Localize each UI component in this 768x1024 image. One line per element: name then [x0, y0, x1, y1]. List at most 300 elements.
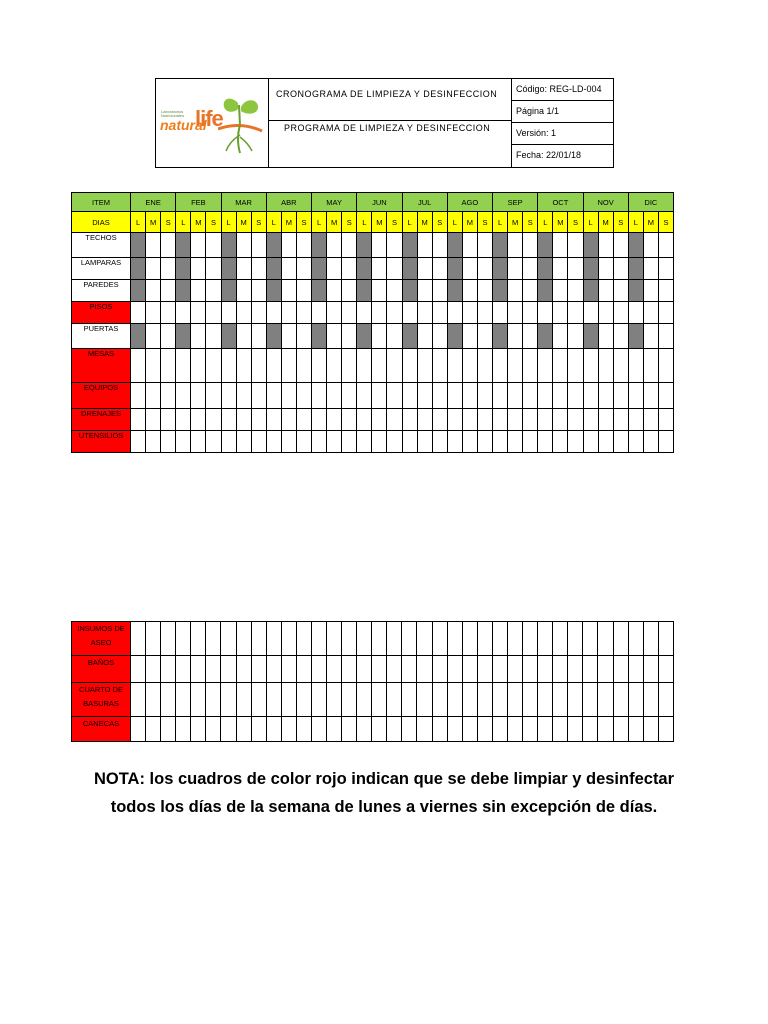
schedule-cell[interactable] [236, 383, 251, 409]
schedule-cell[interactable] [538, 717, 553, 742]
schedule-cell[interactable] [447, 431, 462, 453]
schedule-cell[interactable] [327, 717, 342, 742]
schedule-cell[interactable] [206, 233, 221, 258]
schedule-cell[interactable] [327, 383, 342, 409]
schedule-cell[interactable] [568, 258, 583, 280]
schedule-cell[interactable] [628, 717, 643, 742]
schedule-cell[interactable] [342, 409, 357, 431]
schedule-cell[interactable] [236, 233, 251, 258]
schedule-cell[interactable] [372, 280, 387, 302]
schedule-cell[interactable] [327, 431, 342, 453]
schedule-cell[interactable] [312, 431, 327, 453]
schedule-cell[interactable] [281, 324, 296, 349]
schedule-cell[interactable] [372, 233, 387, 258]
schedule-cell[interactable] [462, 258, 477, 280]
schedule-cell[interactable] [613, 683, 628, 717]
scheduled-cell[interactable] [266, 258, 281, 280]
schedule-cell[interactable] [508, 302, 523, 324]
schedule-cell[interactable] [553, 349, 568, 383]
schedule-cell[interactable] [311, 683, 326, 717]
schedule-cell[interactable] [281, 656, 296, 683]
schedule-cell[interactable] [417, 280, 432, 302]
schedule-cell[interactable] [553, 656, 568, 683]
schedule-cell[interactable] [432, 302, 447, 324]
scheduled-cell[interactable] [131, 280, 146, 302]
schedule-cell[interactable] [161, 324, 176, 349]
schedule-cell[interactable] [357, 383, 372, 409]
schedule-cell[interactable] [553, 409, 568, 431]
schedule-cell[interactable] [342, 233, 357, 258]
schedule-cell[interactable] [492, 383, 507, 409]
schedule-cell[interactable] [462, 324, 477, 349]
schedule-cell[interactable] [583, 302, 598, 324]
schedule-cell[interactable] [432, 280, 447, 302]
schedule-cell[interactable] [598, 656, 613, 683]
schedule-cell[interactable] [508, 258, 523, 280]
schedule-cell[interactable] [417, 258, 432, 280]
schedule-cell[interactable] [583, 409, 598, 431]
schedule-cell[interactable] [658, 324, 673, 349]
schedule-cell[interactable] [266, 717, 281, 742]
schedule-cell[interactable] [598, 431, 613, 453]
schedule-cell[interactable] [206, 383, 221, 409]
schedule-cell[interactable] [553, 233, 568, 258]
schedule-cell[interactable] [613, 302, 628, 324]
schedule-cell[interactable] [417, 383, 432, 409]
schedule-cell[interactable] [296, 431, 311, 453]
schedule-cell[interactable] [161, 683, 176, 717]
scheduled-cell[interactable] [492, 280, 507, 302]
schedule-cell[interactable] [658, 656, 673, 683]
schedule-cell[interactable] [508, 324, 523, 349]
schedule-cell[interactable] [131, 622, 146, 656]
schedule-cell[interactable] [613, 717, 628, 742]
schedule-cell[interactable] [131, 683, 146, 717]
schedule-cell[interactable] [372, 656, 387, 683]
schedule-cell[interactable] [553, 258, 568, 280]
schedule-cell[interactable] [417, 324, 432, 349]
schedule-cell[interactable] [553, 324, 568, 349]
schedule-cell[interactable] [206, 683, 221, 717]
schedule-cell[interactable] [191, 349, 206, 383]
schedule-cell[interactable] [146, 683, 161, 717]
scheduled-cell[interactable] [357, 324, 372, 349]
schedule-cell[interactable] [613, 349, 628, 383]
schedule-cell[interactable] [131, 302, 146, 324]
schedule-cell[interactable] [266, 302, 281, 324]
schedule-cell[interactable] [447, 622, 462, 656]
scheduled-cell[interactable] [402, 233, 417, 258]
schedule-cell[interactable] [417, 233, 432, 258]
schedule-cell[interactable] [387, 324, 402, 349]
scheduled-cell[interactable] [221, 233, 236, 258]
schedule-cell[interactable] [387, 302, 402, 324]
schedule-cell[interactable] [417, 431, 432, 453]
schedule-cell[interactable] [281, 258, 296, 280]
scheduled-cell[interactable] [312, 324, 327, 349]
schedule-cell[interactable] [523, 302, 538, 324]
schedule-cell[interactable] [628, 656, 643, 683]
schedule-cell[interactable] [568, 280, 583, 302]
schedule-cell[interactable] [628, 409, 643, 431]
schedule-cell[interactable] [387, 349, 402, 383]
schedule-cell[interactable] [296, 409, 311, 431]
schedule-cell[interactable] [417, 717, 432, 742]
schedule-cell[interactable] [462, 233, 477, 258]
schedule-cell[interactable] [583, 717, 598, 742]
schedule-cell[interactable] [477, 233, 492, 258]
schedule-cell[interactable] [643, 383, 658, 409]
scheduled-cell[interactable] [176, 280, 191, 302]
schedule-cell[interactable] [477, 656, 492, 683]
schedule-cell[interactable] [206, 280, 221, 302]
schedule-cell[interactable] [507, 656, 522, 683]
schedule-cell[interactable] [417, 656, 432, 683]
schedule-cell[interactable] [176, 622, 191, 656]
schedule-cell[interactable] [327, 409, 342, 431]
scheduled-cell[interactable] [312, 258, 327, 280]
schedule-cell[interactable] [507, 622, 522, 656]
schedule-cell[interactable] [281, 383, 296, 409]
schedule-cell[interactable] [492, 622, 507, 656]
schedule-cell[interactable] [462, 431, 477, 453]
schedule-cell[interactable] [477, 683, 492, 717]
schedule-cell[interactable] [191, 431, 206, 453]
schedule-cell[interactable] [508, 409, 523, 431]
schedule-cell[interactable] [643, 302, 658, 324]
schedule-cell[interactable] [628, 383, 643, 409]
schedule-cell[interactable] [281, 683, 296, 717]
schedule-cell[interactable] [477, 349, 492, 383]
schedule-cell[interactable] [372, 409, 387, 431]
schedule-cell[interactable] [538, 622, 553, 656]
schedule-cell[interactable] [538, 683, 553, 717]
schedule-cell[interactable] [387, 383, 402, 409]
schedule-cell[interactable] [568, 656, 583, 683]
schedule-cell[interactable] [251, 233, 266, 258]
schedule-cell[interactable] [523, 431, 538, 453]
schedule-cell[interactable] [643, 717, 658, 742]
schedule-cell[interactable] [523, 383, 538, 409]
schedule-cell[interactable] [342, 324, 357, 349]
scheduled-cell[interactable] [628, 258, 643, 280]
schedule-cell[interactable] [206, 258, 221, 280]
scheduled-cell[interactable] [357, 258, 372, 280]
schedule-cell[interactable] [281, 622, 296, 656]
schedule-cell[interactable] [161, 409, 176, 431]
schedule-cell[interactable] [176, 656, 191, 683]
schedule-cell[interactable] [508, 431, 523, 453]
schedule-cell[interactable] [523, 683, 538, 717]
schedule-cell[interactable] [251, 622, 266, 656]
scheduled-cell[interactable] [538, 233, 553, 258]
schedule-cell[interactable] [372, 383, 387, 409]
schedule-cell[interactable] [327, 233, 342, 258]
schedule-cell[interactable] [191, 302, 206, 324]
scheduled-cell[interactable] [492, 324, 507, 349]
schedule-cell[interactable] [251, 258, 266, 280]
scheduled-cell[interactable] [312, 280, 327, 302]
schedule-cell[interactable] [447, 683, 462, 717]
schedule-cell[interactable] [161, 717, 176, 742]
schedule-cell[interactable] [357, 683, 372, 717]
schedule-cell[interactable] [643, 409, 658, 431]
schedule-cell[interactable] [658, 258, 673, 280]
schedule-cell[interactable] [372, 324, 387, 349]
schedule-cell[interactable] [598, 383, 613, 409]
scheduled-cell[interactable] [538, 324, 553, 349]
schedule-cell[interactable] [131, 409, 146, 431]
schedule-cell[interactable] [613, 383, 628, 409]
schedule-cell[interactable] [568, 302, 583, 324]
schedule-cell[interactable] [266, 622, 281, 656]
schedule-cell[interactable] [583, 656, 598, 683]
scheduled-cell[interactable] [176, 258, 191, 280]
schedule-cell[interactable] [477, 324, 492, 349]
schedule-cell[interactable] [191, 280, 206, 302]
schedule-cell[interactable] [402, 383, 417, 409]
schedule-cell[interactable] [447, 409, 462, 431]
schedule-cell[interactable] [628, 431, 643, 453]
schedule-cell[interactable] [251, 383, 266, 409]
schedule-cell[interactable] [176, 349, 191, 383]
schedule-cell[interactable] [357, 622, 372, 656]
schedule-cell[interactable] [191, 622, 206, 656]
schedule-cell[interactable] [357, 431, 372, 453]
schedule-cell[interactable] [492, 431, 507, 453]
schedule-cell[interactable] [402, 349, 417, 383]
schedule-cell[interactable] [296, 280, 311, 302]
schedule-cell[interactable] [613, 656, 628, 683]
schedule-cell[interactable] [161, 656, 176, 683]
schedule-cell[interactable] [583, 431, 598, 453]
schedule-cell[interactable] [583, 683, 598, 717]
schedule-cell[interactable] [477, 409, 492, 431]
scheduled-cell[interactable] [628, 324, 643, 349]
schedule-cell[interactable] [402, 717, 417, 742]
schedule-cell[interactable] [613, 431, 628, 453]
schedule-cell[interactable] [161, 280, 176, 302]
schedule-cell[interactable] [327, 302, 342, 324]
schedule-cell[interactable] [598, 409, 613, 431]
schedule-cell[interactable] [311, 717, 326, 742]
schedule-cell[interactable] [206, 431, 221, 453]
schedule-cell[interactable] [523, 409, 538, 431]
schedule-cell[interactable] [432, 622, 447, 656]
schedule-cell[interactable] [146, 302, 161, 324]
schedule-cell[interactable] [357, 349, 372, 383]
schedule-cell[interactable] [387, 656, 402, 683]
schedule-cell[interactable] [131, 349, 146, 383]
schedule-cell[interactable] [281, 280, 296, 302]
schedule-cell[interactable] [387, 233, 402, 258]
schedule-cell[interactable] [477, 717, 492, 742]
schedule-cell[interactable] [311, 622, 326, 656]
schedule-cell[interactable] [296, 717, 311, 742]
schedule-cell[interactable] [462, 383, 477, 409]
schedule-cell[interactable] [628, 302, 643, 324]
scheduled-cell[interactable] [131, 324, 146, 349]
schedule-cell[interactable] [161, 349, 176, 383]
schedule-cell[interactable] [658, 409, 673, 431]
schedule-cell[interactable] [176, 383, 191, 409]
schedule-cell[interactable] [236, 656, 251, 683]
schedule-cell[interactable] [342, 431, 357, 453]
schedule-cell[interactable] [538, 349, 553, 383]
schedule-cell[interactable] [477, 622, 492, 656]
schedule-cell[interactable] [266, 349, 281, 383]
schedule-cell[interactable] [342, 302, 357, 324]
schedule-cell[interactable] [643, 280, 658, 302]
schedule-cell[interactable] [327, 656, 342, 683]
schedule-cell[interactable] [553, 280, 568, 302]
schedule-cell[interactable] [598, 280, 613, 302]
schedule-cell[interactable] [417, 349, 432, 383]
scheduled-cell[interactable] [583, 233, 598, 258]
schedule-cell[interactable] [643, 683, 658, 717]
schedule-cell[interactable] [206, 324, 221, 349]
schedule-cell[interactable] [508, 280, 523, 302]
schedule-cell[interactable] [161, 258, 176, 280]
schedule-cell[interactable] [251, 431, 266, 453]
schedule-cell[interactable] [643, 324, 658, 349]
schedule-cell[interactable] [161, 622, 176, 656]
scheduled-cell[interactable] [131, 233, 146, 258]
scheduled-cell[interactable] [312, 233, 327, 258]
schedule-cell[interactable] [658, 349, 673, 383]
schedule-cell[interactable] [236, 683, 251, 717]
schedule-cell[interactable] [342, 717, 357, 742]
schedule-cell[interactable] [387, 431, 402, 453]
schedule-cell[interactable] [281, 431, 296, 453]
schedule-cell[interactable] [281, 409, 296, 431]
schedule-cell[interactable] [327, 280, 342, 302]
schedule-cell[interactable] [417, 302, 432, 324]
schedule-cell[interactable] [507, 717, 522, 742]
schedule-cell[interactable] [568, 324, 583, 349]
scheduled-cell[interactable] [447, 324, 462, 349]
schedule-cell[interactable] [447, 302, 462, 324]
schedule-cell[interactable] [613, 409, 628, 431]
schedule-cell[interactable] [568, 233, 583, 258]
schedule-cell[interactable] [311, 656, 326, 683]
schedule-cell[interactable] [146, 717, 161, 742]
schedule-cell[interactable] [191, 683, 206, 717]
scheduled-cell[interactable] [628, 280, 643, 302]
schedule-cell[interactable] [221, 717, 236, 742]
scheduled-cell[interactable] [221, 324, 236, 349]
schedule-cell[interactable] [387, 409, 402, 431]
schedule-cell[interactable] [251, 302, 266, 324]
schedule-cell[interactable] [206, 717, 221, 742]
schedule-cell[interactable] [312, 409, 327, 431]
schedule-cell[interactable] [387, 280, 402, 302]
schedule-cell[interactable] [658, 383, 673, 409]
schedule-cell[interactable] [462, 717, 477, 742]
schedule-cell[interactable] [643, 258, 658, 280]
schedule-cell[interactable] [523, 622, 538, 656]
schedule-cell[interactable] [372, 622, 387, 656]
schedule-cell[interactable] [357, 302, 372, 324]
schedule-cell[interactable] [221, 622, 236, 656]
schedule-cell[interactable] [658, 431, 673, 453]
schedule-cell[interactable] [658, 717, 673, 742]
schedule-cell[interactable] [131, 656, 146, 683]
schedule-cell[interactable] [236, 409, 251, 431]
schedule-cell[interactable] [266, 683, 281, 717]
scheduled-cell[interactable] [583, 324, 598, 349]
schedule-cell[interactable] [296, 258, 311, 280]
schedule-cell[interactable] [342, 656, 357, 683]
schedule-cell[interactable] [387, 683, 402, 717]
schedule-cell[interactable] [266, 409, 281, 431]
schedule-cell[interactable] [598, 349, 613, 383]
schedule-cell[interactable] [251, 324, 266, 349]
schedule-cell[interactable] [523, 258, 538, 280]
schedule-cell[interactable] [251, 656, 266, 683]
schedule-cell[interactable] [206, 409, 221, 431]
schedule-cell[interactable] [553, 622, 568, 656]
schedule-cell[interactable] [568, 683, 583, 717]
schedule-cell[interactable] [643, 622, 658, 656]
schedule-cell[interactable] [462, 622, 477, 656]
schedule-cell[interactable] [281, 349, 296, 383]
schedule-cell[interactable] [462, 280, 477, 302]
schedule-cell[interactable] [598, 233, 613, 258]
schedule-cell[interactable] [221, 431, 236, 453]
schedule-cell[interactable] [613, 233, 628, 258]
schedule-cell[interactable] [206, 622, 221, 656]
scheduled-cell[interactable] [357, 233, 372, 258]
schedule-cell[interactable] [598, 717, 613, 742]
schedule-cell[interactable] [342, 258, 357, 280]
schedule-cell[interactable] [357, 409, 372, 431]
schedule-cell[interactable] [477, 383, 492, 409]
schedule-cell[interactable] [146, 233, 161, 258]
scheduled-cell[interactable] [266, 280, 281, 302]
scheduled-cell[interactable] [447, 280, 462, 302]
schedule-cell[interactable] [281, 302, 296, 324]
schedule-cell[interactable] [523, 324, 538, 349]
schedule-cell[interactable] [432, 431, 447, 453]
scheduled-cell[interactable] [402, 324, 417, 349]
schedule-cell[interactable] [327, 258, 342, 280]
scheduled-cell[interactable] [583, 280, 598, 302]
schedule-cell[interactable] [312, 349, 327, 383]
schedule-cell[interactable] [583, 383, 598, 409]
schedule-cell[interactable] [643, 233, 658, 258]
scheduled-cell[interactable] [402, 258, 417, 280]
schedule-cell[interactable] [342, 349, 357, 383]
schedule-cell[interactable] [432, 409, 447, 431]
schedule-cell[interactable] [191, 233, 206, 258]
schedule-cell[interactable] [628, 622, 643, 656]
schedule-cell[interactable] [296, 656, 311, 683]
schedule-cell[interactable] [432, 258, 447, 280]
schedule-cell[interactable] [146, 280, 161, 302]
schedule-cell[interactable] [251, 349, 266, 383]
schedule-cell[interactable] [447, 656, 462, 683]
schedule-cell[interactable] [643, 656, 658, 683]
schedule-cell[interactable] [327, 683, 342, 717]
schedule-cell[interactable] [508, 233, 523, 258]
scheduled-cell[interactable] [447, 258, 462, 280]
schedule-cell[interactable] [387, 258, 402, 280]
schedule-cell[interactable] [538, 409, 553, 431]
schedule-cell[interactable] [146, 324, 161, 349]
schedule-cell[interactable] [553, 431, 568, 453]
schedule-cell[interactable] [312, 302, 327, 324]
